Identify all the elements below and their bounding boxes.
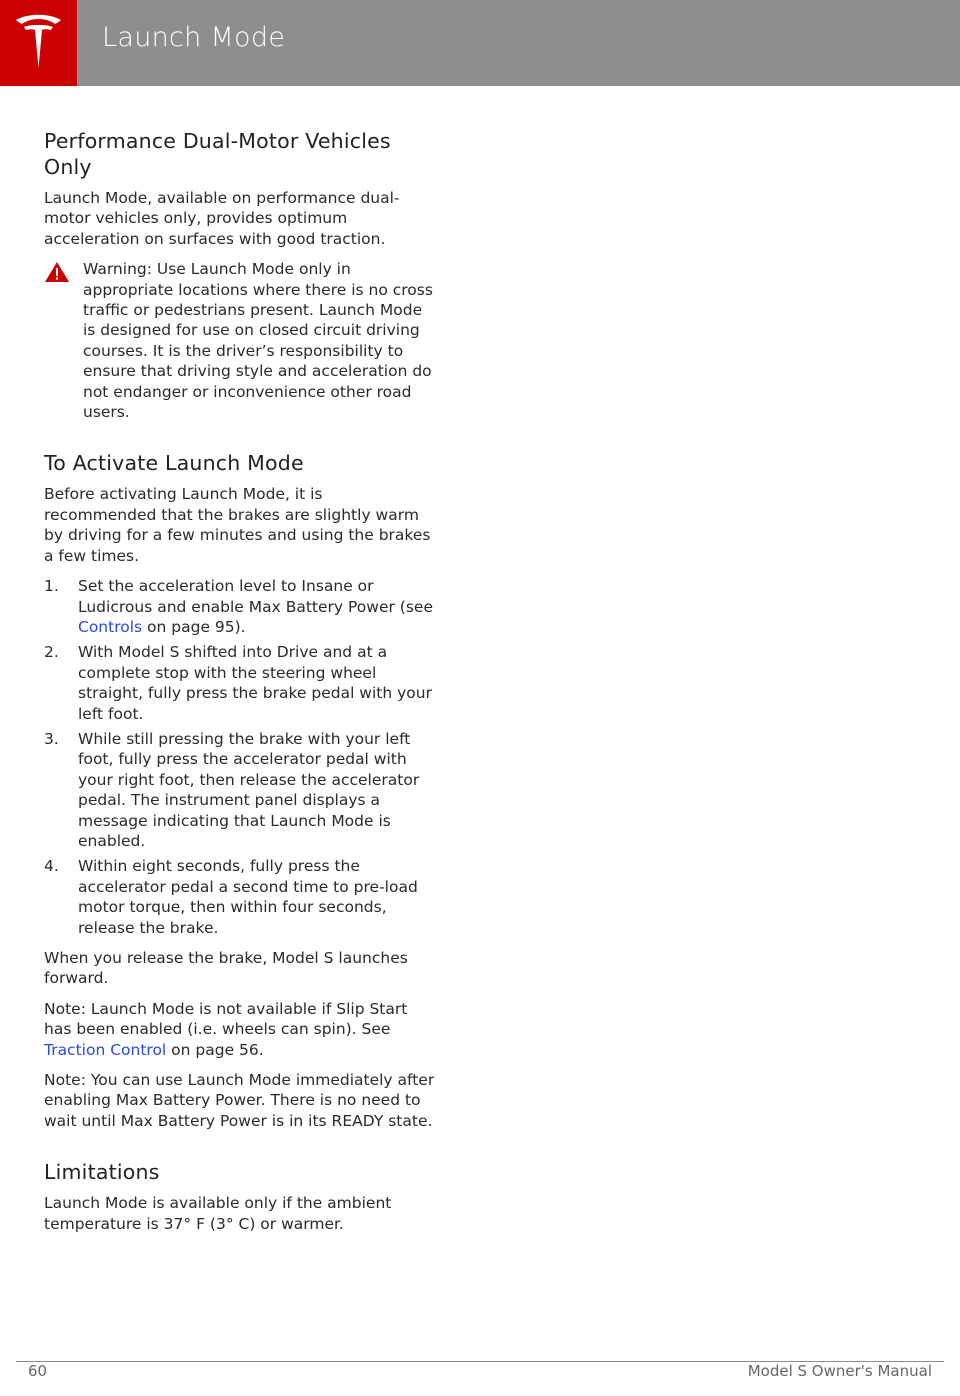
activate-intro: Before activating Launch Mode, it is recommended that the brakes are slightly warm by driving for a few minutes and using the brakes a few times. — [44, 485, 431, 565]
controls-link[interactable]: Controls — [78, 617, 143, 636]
step-number: 3. — [44, 729, 59, 748]
step-number: 4. — [44, 857, 59, 876]
page-number: 60 — [28, 1362, 48, 1380]
list-item — [44, 729, 439, 851]
intro-paragraph: Launch Mode, available on performance dual-motor vehicles only, provides optimum acceleration on surfaces with good traction. — [44, 189, 400, 248]
warning-block — [44, 259, 439, 422]
note-text-post: on page 56. — [166, 1040, 264, 1059]
note-text-pre: Note: Launch Mode is not available if Slip Start has been enabled (i.e. wheels can spin). See — [44, 999, 408, 1039]
step-text-post: on page 95). — [142, 617, 246, 636]
steps-list — [44, 576, 439, 938]
note-max-battery: Note: You can use Launch Mode immediately after enabling Max Battery Power. There is no need to wait until Max Battery Power is in its READY state. — [44, 1071, 435, 1130]
warning-text: Warning: Use Launch Mode only in appropriate locations where there is no cross traffic or pedestrians present. Launch Mode is designed for use on closed circuit driving courses. It is the driver’s responsibility to ensure that driving style and acceleration do not endanger or inconvenience other road users. — [83, 260, 433, 422]
step-text: While still pressing the brake with your left foot, fully press the accelerator pedal with your right foot, then release the accelerator pedal. The instrument panel displays a message indicating that Launch Mode is enabled. — [78, 729, 420, 850]
step-text-pre: Set the acceleration level to Insane or Ludicrous and enable Max Battery Power (see — [78, 577, 434, 616]
heading-limitations: Limitations — [44, 1160, 160, 1185]
logo-box — [0, 0, 77, 86]
after-paragraph: When you release the brake, Model S launches forward. — [44, 949, 408, 988]
manual-title: Model S Owner's Manual — [747, 1362, 932, 1380]
heading-activate: To Activate Launch Mode — [44, 451, 304, 476]
heading-performance: Performance Dual-Motor Vehicles Only — [44, 129, 391, 179]
page-header — [0, 0, 960, 86]
step-number: 2. — [44, 643, 59, 662]
limitations-text: Launch Mode is available only if the ambient temperature is 37° F (3° C) or warmer. — [44, 1194, 392, 1233]
list-item — [44, 576, 439, 637]
page-title: Launch Mode — [102, 22, 286, 53]
step-number: 1. — [44, 577, 59, 596]
warning-icon — [44, 261, 70, 283]
list-item — [44, 642, 439, 724]
step-text: With Model S shifted into Drive and at a complete stop with the steering wheel straight, fully press the brake pedal with your left foot. — [78, 643, 432, 723]
step-text: Within eight seconds, fully press the accelerator pedal a second time to pre-load motor torque, then within four seconds, release the brake. — [78, 857, 418, 937]
list-item — [44, 856, 439, 938]
tesla-logo-icon — [14, 14, 63, 70]
traction-control-link[interactable]: Traction Control — [44, 1040, 167, 1059]
main-content — [44, 128, 439, 1244]
note-slip-start — [44, 999, 439, 1060]
